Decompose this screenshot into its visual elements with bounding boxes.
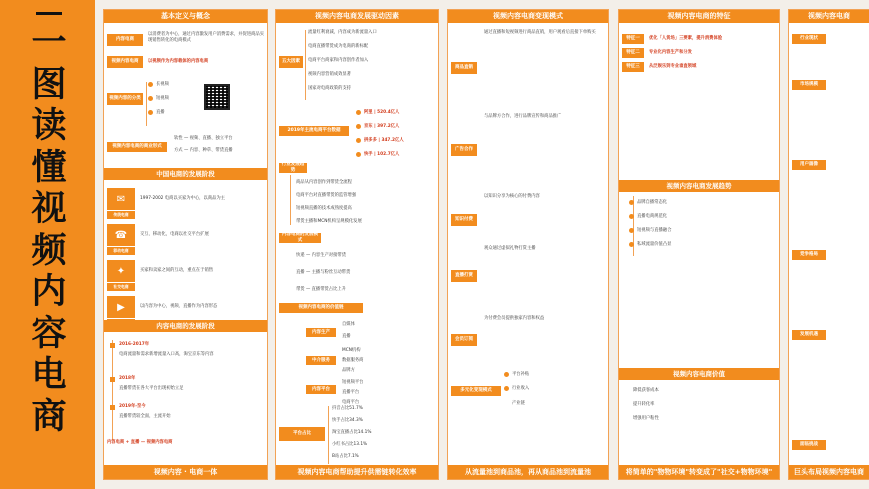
stage-icon: ✉ — [107, 188, 135, 210]
mode-text: 为付费会员提供独家内容和权益 — [484, 316, 545, 321]
mode-label: 知识付费 — [451, 214, 477, 226]
chain-item: 品牌方 — [342, 368, 355, 373]
trend-item: 私域流量价值凸显 — [637, 242, 672, 247]
chain-item: 数据服务商 — [342, 358, 364, 363]
section-label: 市场规模 — [792, 80, 826, 90]
bullet-icon — [629, 228, 634, 233]
title-char: 视 — [31, 188, 67, 229]
bullet-icon — [356, 110, 361, 115]
platform-stat: 快手 | 102.7亿人 — [364, 152, 400, 157]
connector — [146, 82, 147, 126]
stage-text: 交互、移动化，电商以社交平台扩展 — [140, 232, 209, 237]
label-video-categories: 视频内容的分类 — [107, 93, 143, 105]
section-title: 内容电商的发展阶段 — [104, 320, 267, 332]
chain-item: 直播平台 — [342, 390, 360, 395]
diversified-label: 多元化变现模式 — [451, 386, 501, 396]
bullet-icon — [148, 96, 153, 101]
definition-text: 以视频作为内容载体的内容电商 — [148, 59, 209, 64]
trend-item: 带货主播和MCN机构呈规模化发展 — [296, 219, 362, 224]
category-item: 直播 — [156, 110, 165, 115]
chain-node: 中介服务 — [306, 356, 336, 365]
bullet-icon — [356, 152, 361, 157]
title-bar-top — [36, 12, 62, 15]
column-footer: 从流量池到商品池，再从商品池到流量池 — [448, 465, 608, 479]
section-label: 行业现状 — [792, 34, 826, 44]
bullet-icon — [148, 110, 153, 115]
chain-node: 内容生产 — [306, 328, 336, 337]
title-char: 内 — [31, 271, 67, 312]
vertical-title — [30, 22, 68, 437]
title-char: 频 — [31, 229, 67, 271]
value-item: 增强用户粘性 — [633, 416, 659, 421]
stage-label: 移动电商 — [107, 247, 135, 255]
bullet-icon — [629, 200, 634, 205]
connector — [328, 406, 329, 464]
stage-icon: ▶ — [107, 296, 135, 318]
timeline-dot — [110, 343, 115, 348]
timeline-year: 2016-2017年 — [119, 342, 149, 347]
value-item: 降低获客成本 — [633, 388, 659, 393]
diversified-item: 产业链 — [512, 401, 525, 406]
column-drivers — [275, 9, 439, 480]
share-item: 抖音占比51.7% — [332, 406, 363, 411]
title-char: 容 — [31, 312, 67, 354]
mode-label: 会员订阅 — [451, 334, 477, 346]
platform-stat: 拼多多 | 347.2亿人 — [364, 138, 404, 143]
form-item: 方式 — 内容、种草、带货直播 — [174, 148, 233, 153]
timeline-dot — [110, 377, 115, 382]
column-header: 视频内容电商的特征 — [619, 10, 779, 23]
diversified-item: 行业收入 — [512, 386, 530, 391]
feature-text: 优化「人货场」三要素，提升消费体验 — [649, 36, 723, 41]
section-title: 视频内容电商价值 — [619, 368, 779, 380]
connector — [305, 30, 306, 100]
title-banner — [0, 0, 95, 489]
stage-text: 1997-2002 电商以买家为中心，以商品为主 — [140, 196, 225, 201]
bullet-icon — [629, 214, 634, 219]
mode-text: 观众通过虚拟礼物打赏主播 — [484, 246, 536, 251]
column-footer: 视频内容 · 电商一体 — [104, 465, 267, 479]
platform-stat: 京东 | 397.2亿人 — [364, 124, 400, 129]
share-item: 淘宝直播占比14.1% — [332, 430, 372, 435]
connector — [290, 175, 291, 225]
factor-label: 2019年主流电商平台数据 — [279, 126, 349, 136]
factor-item: 流量红利衰减，内容成为新流量入口 — [308, 30, 377, 35]
category-item: 长视频 — [156, 82, 169, 87]
bullet-icon — [504, 372, 509, 377]
chain-item: 电商平台 — [342, 400, 360, 405]
model-item: 快递 — 内容生产对接带货 — [296, 253, 346, 258]
chain-item: 直播 — [342, 334, 351, 339]
title-char: 一 — [31, 22, 67, 63]
model-item: 直播 — 主播与粉丝互动带货 — [296, 270, 351, 275]
mode-text: 通过直播和短视频进行商品直销，用户观看后直接下单购买 — [484, 30, 596, 35]
chain-item: 自媒体 — [342, 322, 355, 327]
definition-text: 以消费者为中心，通过内容激发用户消费需求，并促进商品实现销售转化的电商模式 — [148, 32, 265, 43]
chain-label: 视频内容电商的价值链 — [279, 303, 363, 313]
trend-item: 短视频直播的技术成熟度提高 — [296, 206, 352, 211]
column-header: 视频内容电商发展驱动因素 — [276, 10, 438, 23]
mode-label: 商品直销 — [451, 62, 477, 74]
section-title: 视频内容电商发展趋势 — [619, 180, 779, 192]
timeline-year: 2019年-至今 — [119, 404, 146, 409]
column-footer: 视频内容电商帮助提升供需链转化效率 — [276, 465, 438, 479]
feature-label: 特征一 — [622, 34, 644, 44]
section-title: 中国电商的发展阶段 — [104, 168, 267, 180]
section-label: 发展机遇 — [792, 330, 826, 340]
column-overview — [788, 9, 869, 480]
trend-item: 直播电商规范化 — [637, 214, 668, 219]
bullet-icon — [629, 242, 634, 247]
timeline-text: 直播带货在各大平台出现初始立足 — [119, 386, 184, 391]
bullet-icon — [356, 124, 361, 129]
mode-text: 以知识分享为核心的付费内容 — [484, 194, 540, 199]
stage-text: 买家和卖家之间的互动，重点在于销售 — [140, 268, 214, 273]
column-definitions — [103, 9, 268, 480]
trend-label: 行业发展趋势 — [279, 163, 307, 173]
column-header: 视频内容电商变现模式 — [448, 10, 608, 23]
factor-item: 视频内容营销成效显著 — [308, 72, 351, 77]
stage-icon: ☎ — [107, 224, 135, 246]
share-item: 快手占比34.3% — [332, 418, 363, 423]
value-item: 提升转化率 — [633, 402, 655, 407]
stage-icon: ✦ — [107, 260, 135, 282]
model-item: 带货 — 直播带货占比上升 — [296, 287, 346, 292]
feature-text: 专业化内容生产和分发 — [649, 50, 692, 55]
feature-text: 从泛娱乐到专业垂直领域 — [649, 64, 697, 69]
share-item: 小红书占比13.1% — [332, 442, 368, 447]
mode-label: 广告合作 — [451, 144, 477, 156]
chain-item: 短视频平台 — [342, 380, 364, 385]
trend-item: 电商平台对直播带货的监管增强 — [296, 193, 357, 198]
timeline-text: 电商流量和需求新增流量入口高，淘宝京东等内容 — [119, 352, 214, 357]
factor-item: 电商直播带货成为电商的新标配 — [308, 44, 369, 49]
feature-label: 特征三 — [622, 62, 644, 72]
model-label: 内容电商的发展模式 — [279, 233, 321, 243]
title-char: 懂 — [31, 146, 67, 188]
trend-item: 短视频与直播融合 — [637, 228, 672, 233]
stage-text: 以内容为中心，视频、直播作为内容形态 — [140, 304, 218, 309]
title-char: 电 — [31, 354, 67, 395]
label-video-content-ecommerce: 视频内容电商 — [107, 56, 143, 68]
bullet-icon — [356, 138, 361, 143]
timeline-line — [112, 340, 113, 440]
timeline-text: 直播带货较全面，主流开始 — [119, 414, 171, 419]
timeline-dot — [110, 405, 115, 410]
section-label: 用户画像 — [792, 160, 826, 170]
share-item: B站占比7.1% — [332, 454, 359, 459]
factor-item: 电商平台商家和内容创作者加入 — [308, 58, 369, 63]
factor-item: 国家对电商政策的支持 — [308, 86, 351, 91]
timeline-year: 2018年 — [119, 376, 136, 381]
category-item: 短视频 — [156, 96, 169, 101]
mode-label: 直播打赏 — [451, 270, 477, 282]
connector — [633, 196, 634, 256]
timeline-summary: 内容电商 + 直播 — 视频内容电商 — [107, 440, 173, 445]
title-char: 商 — [31, 395, 67, 437]
section-label: 竞争格局 — [792, 250, 826, 260]
column-features — [618, 9, 780, 480]
title-char: 读 — [31, 105, 67, 146]
column-monetization — [447, 9, 609, 480]
title-char: 图 — [31, 63, 67, 105]
bullet-icon — [148, 82, 153, 87]
label-content-ecommerce: 内容电商 — [107, 34, 143, 46]
section-label: 面临挑战 — [792, 440, 826, 450]
column-header: 基本定义与概念 — [104, 10, 267, 23]
bullet-icon — [504, 386, 509, 391]
column-footer: 巨头布局视频内容电商 — [789, 465, 869, 479]
qr-code-icon — [204, 84, 230, 110]
feature-label: 特征二 — [622, 48, 644, 58]
stage-label: 传统电商 — [107, 211, 135, 219]
trend-item: 商品从内容创作到带货全流程 — [296, 180, 352, 185]
mode-text: 与品牌方合作，进行品牌宣传和商品推广 — [484, 114, 562, 119]
column-header: 视频内容电商 — [789, 10, 869, 23]
platform-share-label: 平台占比 — [279, 427, 325, 441]
form-item: 软性 — 视频、直播、独立平台 — [174, 136, 233, 141]
factor-label: 五大因素 — [279, 56, 303, 68]
label-business-form: 视频内容电商的商业形式 — [107, 142, 167, 152]
chain-node: 内容平台 — [306, 385, 336, 394]
column-footer: 将简单的"物物环境"转变成了"社交+物物环境" — [619, 465, 779, 479]
diversified-item: 平台补贴 — [512, 372, 530, 377]
chain-item: MCN机构 — [342, 348, 361, 353]
stage-label: 社交电商 — [107, 283, 135, 291]
trend-item: 品牌自播常态化 — [637, 200, 668, 205]
platform-stat: 阿里 | 520.4亿人 — [364, 110, 400, 115]
